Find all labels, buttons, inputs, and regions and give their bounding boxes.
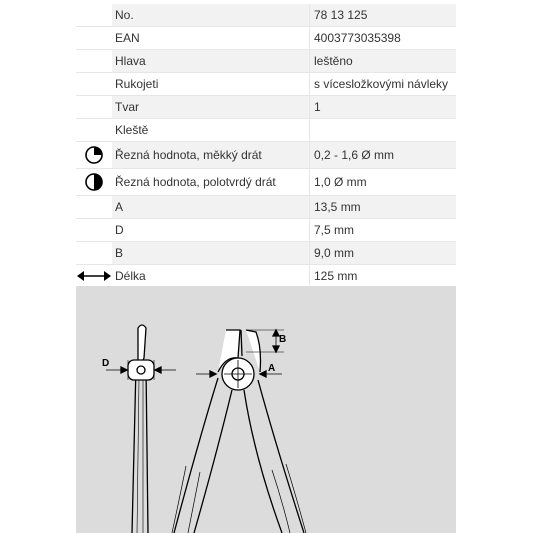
spec-label: Délka xyxy=(112,265,310,288)
spec-label: Tvar xyxy=(112,96,310,119)
table-row xyxy=(76,27,456,50)
row-icon-cell xyxy=(76,219,112,242)
table-row xyxy=(76,265,456,288)
spec-label: D xyxy=(112,219,310,242)
side-handle xyxy=(132,366,148,533)
front-jaw-split xyxy=(241,330,242,356)
dim-b-arrow-bottom xyxy=(273,346,279,352)
row-icon-cell xyxy=(76,50,112,73)
spec-value: 125 mm xyxy=(310,265,457,288)
table-row xyxy=(76,4,456,27)
pliers-drawing-svg xyxy=(76,286,456,533)
side-jaw-tip xyxy=(138,325,146,364)
spec-value xyxy=(310,119,457,142)
row-icon-cell xyxy=(76,196,112,219)
row-icon-cell xyxy=(76,242,112,265)
row-icon-cell xyxy=(76,96,112,119)
spec-label: Řezná hodnota, polotvrdý drát xyxy=(112,169,310,196)
spec-label: Kleště xyxy=(112,119,310,142)
spec-label: A xyxy=(112,196,310,219)
front-handle-left-inner xyxy=(194,390,232,533)
front-handle-right-inner xyxy=(244,390,282,533)
row-icon-cell xyxy=(76,142,112,169)
side-handle-inner xyxy=(137,378,143,533)
spec-label: No. xyxy=(112,4,310,27)
spec-value: 4003773035398 xyxy=(310,27,457,50)
spec-value: 7,5 mm xyxy=(310,219,457,242)
table-row xyxy=(76,219,456,242)
dim-a-arrow-left xyxy=(210,371,216,377)
spec-value: 0,2 - 1,6 Ø mm xyxy=(310,142,457,169)
spec-value: s vícesložkovými návleky xyxy=(310,73,457,96)
table-row xyxy=(76,242,456,265)
row-icon-cell xyxy=(76,265,112,288)
spec-value: leštěno xyxy=(310,50,457,73)
table-row xyxy=(76,96,456,119)
table-row xyxy=(76,142,456,169)
length-arrow-icon xyxy=(76,269,112,283)
spec-value: 13,5 mm xyxy=(310,196,457,219)
spec-value: 78 13 125 xyxy=(310,4,457,27)
dim-label-d: D xyxy=(102,358,110,369)
row-icon-cell xyxy=(76,27,112,50)
spec-label: Hlava xyxy=(112,50,310,73)
spec-label: B xyxy=(112,242,310,265)
technical-drawing xyxy=(76,286,456,533)
table-row xyxy=(76,50,456,73)
table-row xyxy=(76,196,456,219)
front-handle-left-outer xyxy=(174,378,218,533)
table-row xyxy=(76,73,456,96)
row-icon-cell xyxy=(76,4,112,27)
spec-label: Řezná hodnota, měkký drát xyxy=(112,142,310,169)
spec-value: 9,0 mm xyxy=(310,242,457,265)
row-icon-cell xyxy=(76,119,112,142)
side-joint xyxy=(128,360,154,380)
front-handle-right-outer xyxy=(258,380,304,533)
row-icon-cell xyxy=(76,169,112,196)
row-icon-cell xyxy=(76,73,112,96)
dim-label-b: B xyxy=(279,334,287,345)
side-view xyxy=(106,325,176,533)
dim-d-arrow-right xyxy=(155,367,161,373)
dim-a-arrow-right xyxy=(260,371,266,377)
spec-table xyxy=(76,4,456,315)
dim-d-arrow-left xyxy=(121,367,127,373)
dim-label-a: A xyxy=(268,363,276,374)
half-circle-icon xyxy=(76,172,112,192)
quarter-circle-icon xyxy=(76,145,112,165)
table-row xyxy=(76,119,456,142)
table-row xyxy=(76,169,456,196)
spec-value: 1,0 Ø mm xyxy=(310,169,457,196)
spec-label: EAN xyxy=(112,27,310,50)
front-view xyxy=(172,330,306,533)
spec-label: Rukojeti xyxy=(112,73,310,96)
spec-value: 1 xyxy=(310,96,457,119)
